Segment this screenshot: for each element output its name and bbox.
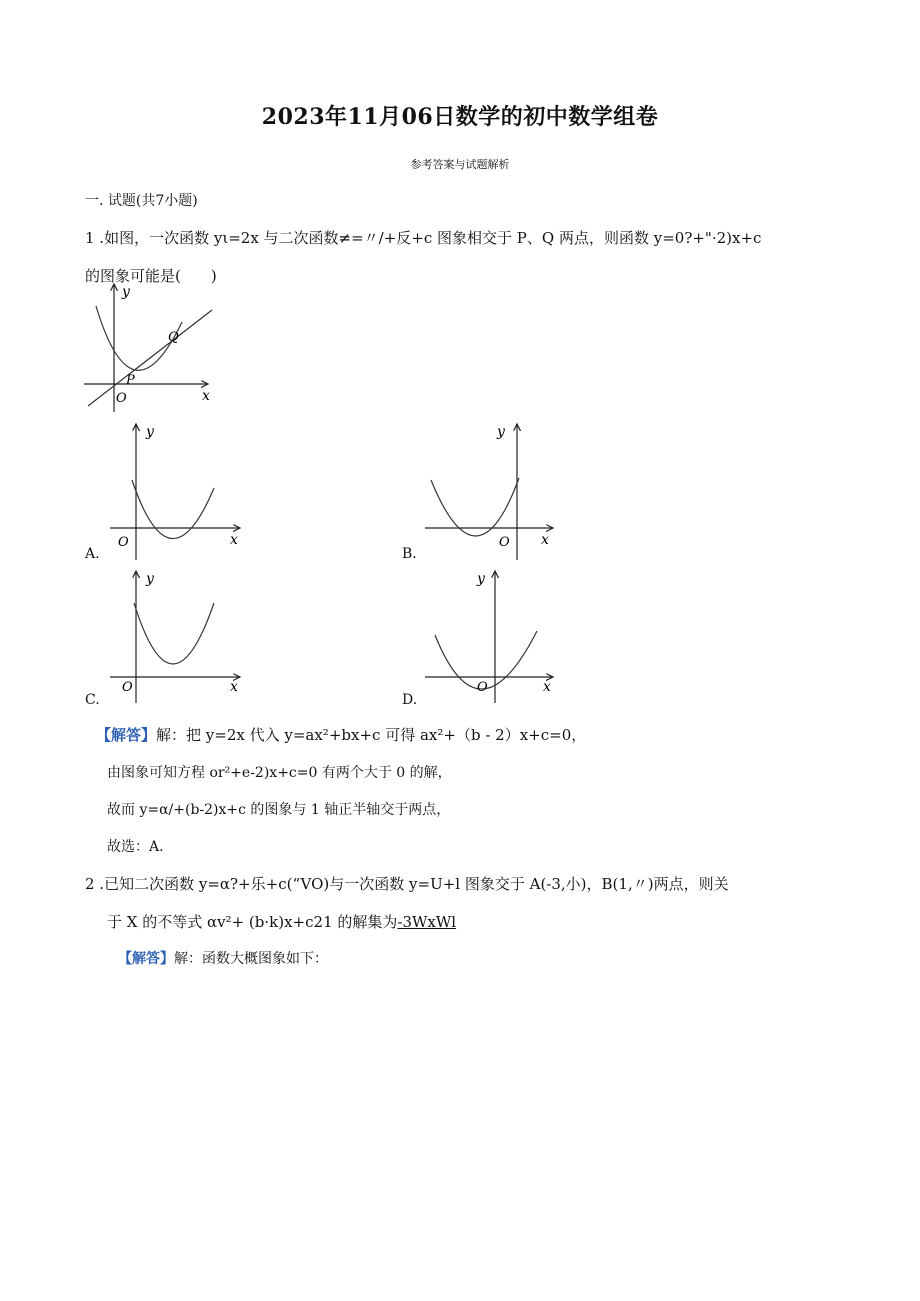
x-label: x [202, 388, 210, 404]
option-b-graph[interactable] [425, 418, 565, 563]
option-c-label[interactable]: C. [85, 692, 100, 708]
q1-answer-line2: 由图象可知方程 or²+e-2)x+c=0 有两个大于 0 的解， [107, 765, 452, 781]
y-label: y [122, 284, 130, 300]
option-d-label[interactable]: D. [402, 692, 418, 708]
svg-text:x: x [543, 679, 551, 695]
answer-tag: 【解答】 [118, 951, 174, 967]
svg-text:x: x [541, 532, 549, 548]
page-subtitle: 参考答案与试题解析 [410, 158, 510, 171]
svg-text:y: y [146, 571, 154, 587]
option-b-label[interactable]: B. [402, 546, 417, 562]
svg-text:y: y [146, 424, 154, 440]
page-title: 2023年11月06日数学的初中数学组卷 [261, 104, 659, 130]
q2-line2: 于 X 的不等式 αv²+ (b·k)x+c21 的解集为-3WxWl [107, 913, 457, 931]
svg-text:O: O [477, 680, 488, 695]
svg-text:y: y [497, 424, 505, 440]
option-d-graph[interactable] [425, 565, 565, 705]
q1-answer-line1: 【解答】解：把 y=2x 代入 y=ax²+bx+c 可得 ax²+（b - 2）x+c=0， [96, 726, 587, 744]
q2-answer-blank: -3WxWl [397, 913, 457, 931]
q-label: Q [168, 330, 179, 345]
svg-text:O: O [122, 680, 133, 695]
svg-text:y: y [477, 571, 485, 587]
option-a-graph[interactable] [110, 418, 250, 563]
option-a-label[interactable]: A. [85, 546, 100, 562]
svg-text:x: x [230, 532, 238, 548]
q2-line1: 2 .已知二次函数 y=α?+乐+c(“VO)与一次函数 y=U+l 图象交于 A(-3,小)，B(1,〃)两点，则关 [85, 875, 729, 893]
q1-answer-line3: 故而 y=α/+(b-2)x+c 的图象与 1 轴正半轴交于两点， [107, 802, 451, 818]
section-heading: 一. 试题(共7小题) [85, 193, 198, 209]
option-c-graph[interactable] [110, 565, 250, 705]
line-y2x [88, 310, 212, 406]
svg-text:O: O [499, 535, 510, 550]
q1-line2: 的图象可能是( ) [85, 267, 217, 285]
svg-text:x: x [230, 679, 238, 695]
origin-label: O [116, 391, 127, 406]
q1-line1: 1 .如图，一次函数 yι=2x 与二次函数≠=〃/+反+c 图象相交于 P、Q 两点，则函数 y=0?+"·2)x+c [85, 229, 762, 247]
svg-text:O: O [118, 535, 129, 550]
q2-answer: 【解答】解：函数大概图象如下： [118, 951, 328, 967]
q1-main-graph [84, 278, 224, 413]
p-label: P [126, 373, 135, 388]
q1-answer-line4: 故选：A. [107, 839, 164, 855]
answer-tag: 【解答】 [96, 726, 157, 744]
